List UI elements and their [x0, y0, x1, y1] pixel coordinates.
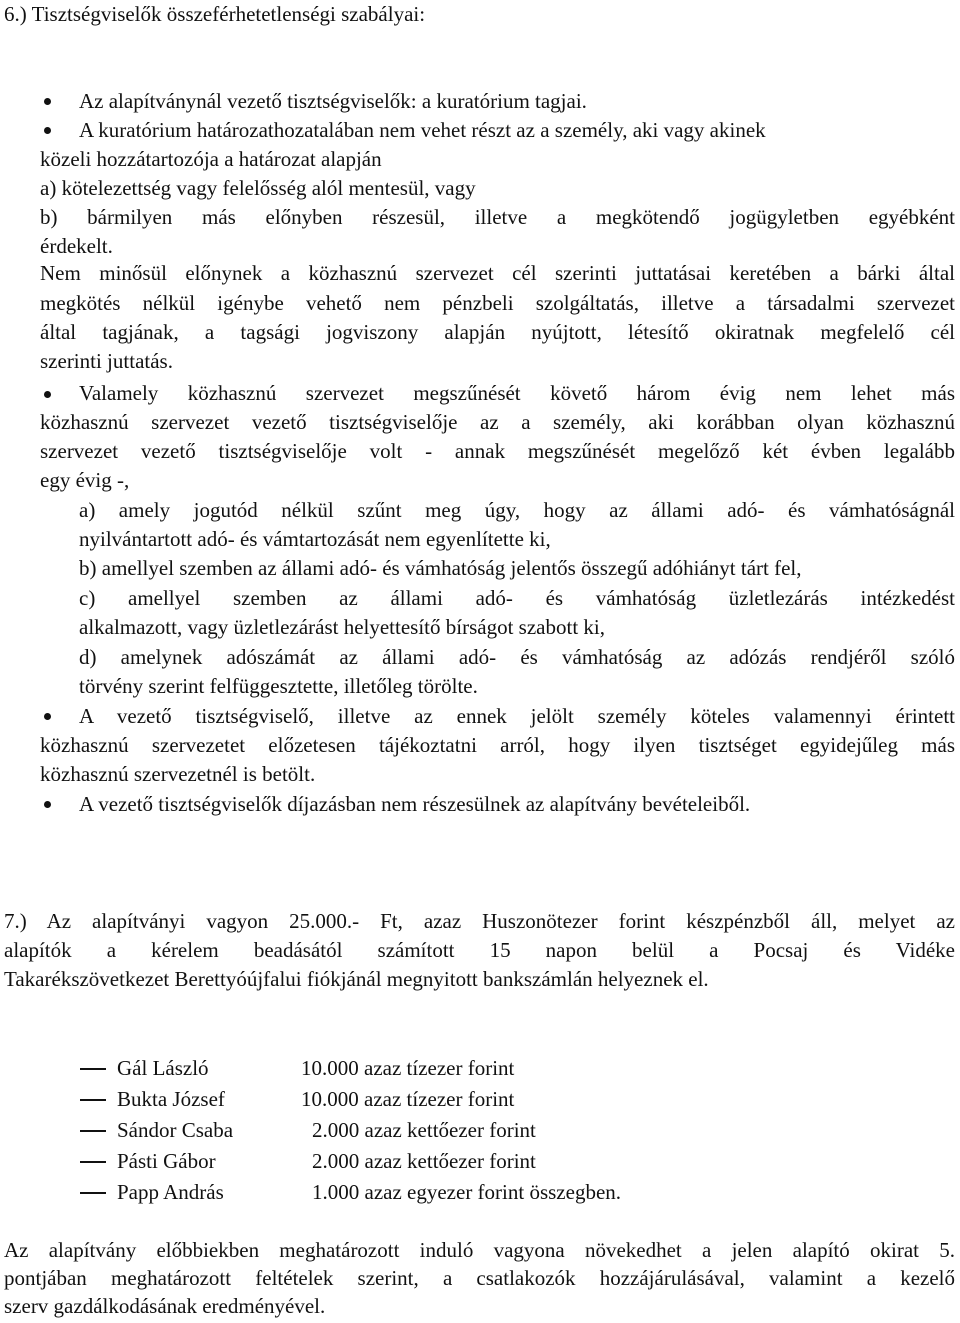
sub-item-d-cont: törvény szerint felfüggesztette, illetőleg törölte.: [79, 674, 478, 698]
section-7-line: 7.) Az alapítványi vagyon 25.000.- Ft, azaz Huszonötezer forint készpénzből áll, melyet az: [4, 909, 955, 933]
contributor-amount: 10.000 azaz tízezer forint: [301, 1087, 515, 1111]
contributor-name: Bukta József: [117, 1087, 225, 1111]
bullet-3-line: szervezet vezető tisztségviselője volt - annak megszűnését megelőző két évben legalább: [40, 439, 955, 463]
contributor-name: Papp András: [117, 1180, 224, 1204]
bullet-icon: [44, 391, 51, 398]
sub-item-b: b) amellyel szemben az állami adó- és vámhatóság jelentős összegű adóhiányt tárt fel,: [79, 556, 802, 580]
bullet-4-line: közhasznú szervezetet előzetesen tájékoztatni arról, hogy ilyen tisztséget egyidejűleg más: [40, 733, 955, 757]
bullet-3-line: közhasznú szervezet vezető tisztségviselője az a személy, aki korábban olyan közhasznú: [40, 410, 955, 434]
contributor-name: Sándor Csaba: [117, 1118, 234, 1142]
sub-item-a: a) amely jogutód nélkül szűnt meg úgy, hogy az állami adó- és vámhatóságnál: [79, 498, 955, 522]
text-span: A kuratórium határozathozatalában nem vehet részt az a személy, aki vagy akinek: [79, 118, 766, 142]
bullet-3-line: Valamely közhasznú szervezet megszűnését követő három évig nem lehet más: [79, 381, 955, 405]
bullet-2-line: a) kötelezettség vagy felelősség alól mentesül, vagy: [40, 176, 476, 200]
closing-line: Az alapítvány előbbiekben meghatározott induló vagyona növekedhet a jelen alapító okirat 5.: [4, 1238, 955, 1262]
dash-icon: [80, 1161, 106, 1163]
contributor-amount: 2.000 azaz kettőezer forint: [312, 1149, 536, 1173]
bullet-icon: [44, 801, 51, 808]
sub-item-d: d) amelynek adószámát az állami adó- és vámhatóság az adózás rendjéről szóló: [79, 645, 955, 669]
bullet-icon: [44, 127, 51, 134]
sub-item-a-cont: nyilvántartott adó- és vámtartozását nem egyenlítette ki,: [79, 527, 551, 551]
bullet-icon: [44, 98, 51, 105]
bullet-1-text: Az alapítványnál vezető tisztségviselők: a kuratórium tagjai.: [79, 89, 587, 113]
closing-line: pontjában meghatározott feltételek szerint, a csatlakozók hozzájárulásával, valamint a kezelő: [4, 1266, 955, 1290]
dash-icon: [80, 1068, 106, 1070]
bullet-5-text: A vezető tisztségviselők díjazásban nem részesülnek az alapítvány bevételeiből.: [79, 792, 751, 816]
dash-icon: [80, 1130, 106, 1132]
bullet-2-line: Nem minősül előnynek a közhasznú szervezet cél szerinti juttatásai keretében a bárki által: [40, 261, 955, 285]
bullet-3-line: egy évig -,: [40, 468, 130, 492]
section-7-line: Takarékszövetkezet Berettyóújfalui fiókjánál megnyitott bankszámlán helyeznek el.: [4, 967, 709, 991]
contributor-amount: 1.000 azaz egyezer forint összegben.: [312, 1180, 622, 1204]
contributor-amount: 2.000 azaz kettőezer forint: [312, 1118, 536, 1142]
bullet-2-line: szerinti juttatás.: [40, 349, 173, 373]
dash-icon: [80, 1099, 106, 1101]
bullet-2-line: b) bármilyen más előnyben részesül, illetve a megkötendő jogügyletben egyébként: [40, 205, 955, 229]
bullet-4-line: A vezető tisztségviselő, illetve az ennek jelölt személy köteles valamennyi érintett: [79, 704, 955, 728]
section-6-heading: 6.) Tisztségviselők összeférhetetlenségi szabályai:: [4, 2, 426, 26]
closing-line: szerv gazdálkodásának eredményével.: [4, 1294, 326, 1318]
contributor-name: Gál László: [117, 1056, 209, 1080]
dash-icon: [80, 1192, 106, 1194]
contributor-name: Pásti Gábor: [117, 1149, 216, 1173]
section-7-line: alapítók a kérelem beadásától számított 15 napon belül a Pocsaj és Vidéke: [4, 938, 955, 962]
bullet-2-line: megkötés nélkül igénybe vehető nem pénzbeli szolgáltatás, illetve a társadalmi szervezet: [40, 291, 955, 315]
bullet-2-line: [79, 116, 955, 145]
bullet-icon: [44, 713, 51, 720]
bullet-4-line: közhasznú szervezetnél is betölt.: [40, 762, 316, 786]
bullet-2-line: közeli hozzátartozója a határozat alapján: [40, 147, 382, 171]
bullet-2-line: által tagjának, a tagsági jogviszony alapján nyújtott, létesítő okiratnak megfelelő cél: [40, 320, 955, 344]
contributor-amount: 10.000 azaz tízezer forint: [301, 1056, 515, 1080]
sub-item-c-cont: alkalmazott, vagy üzletlezárást helyettesítő bírságot szabott ki,: [79, 615, 605, 639]
bullet-2-line: érdekelt.: [40, 234, 113, 258]
sub-item-c: c) amellyel szemben az állami adó- és vámhatóság üzletlezárás intézkedést: [79, 586, 955, 610]
